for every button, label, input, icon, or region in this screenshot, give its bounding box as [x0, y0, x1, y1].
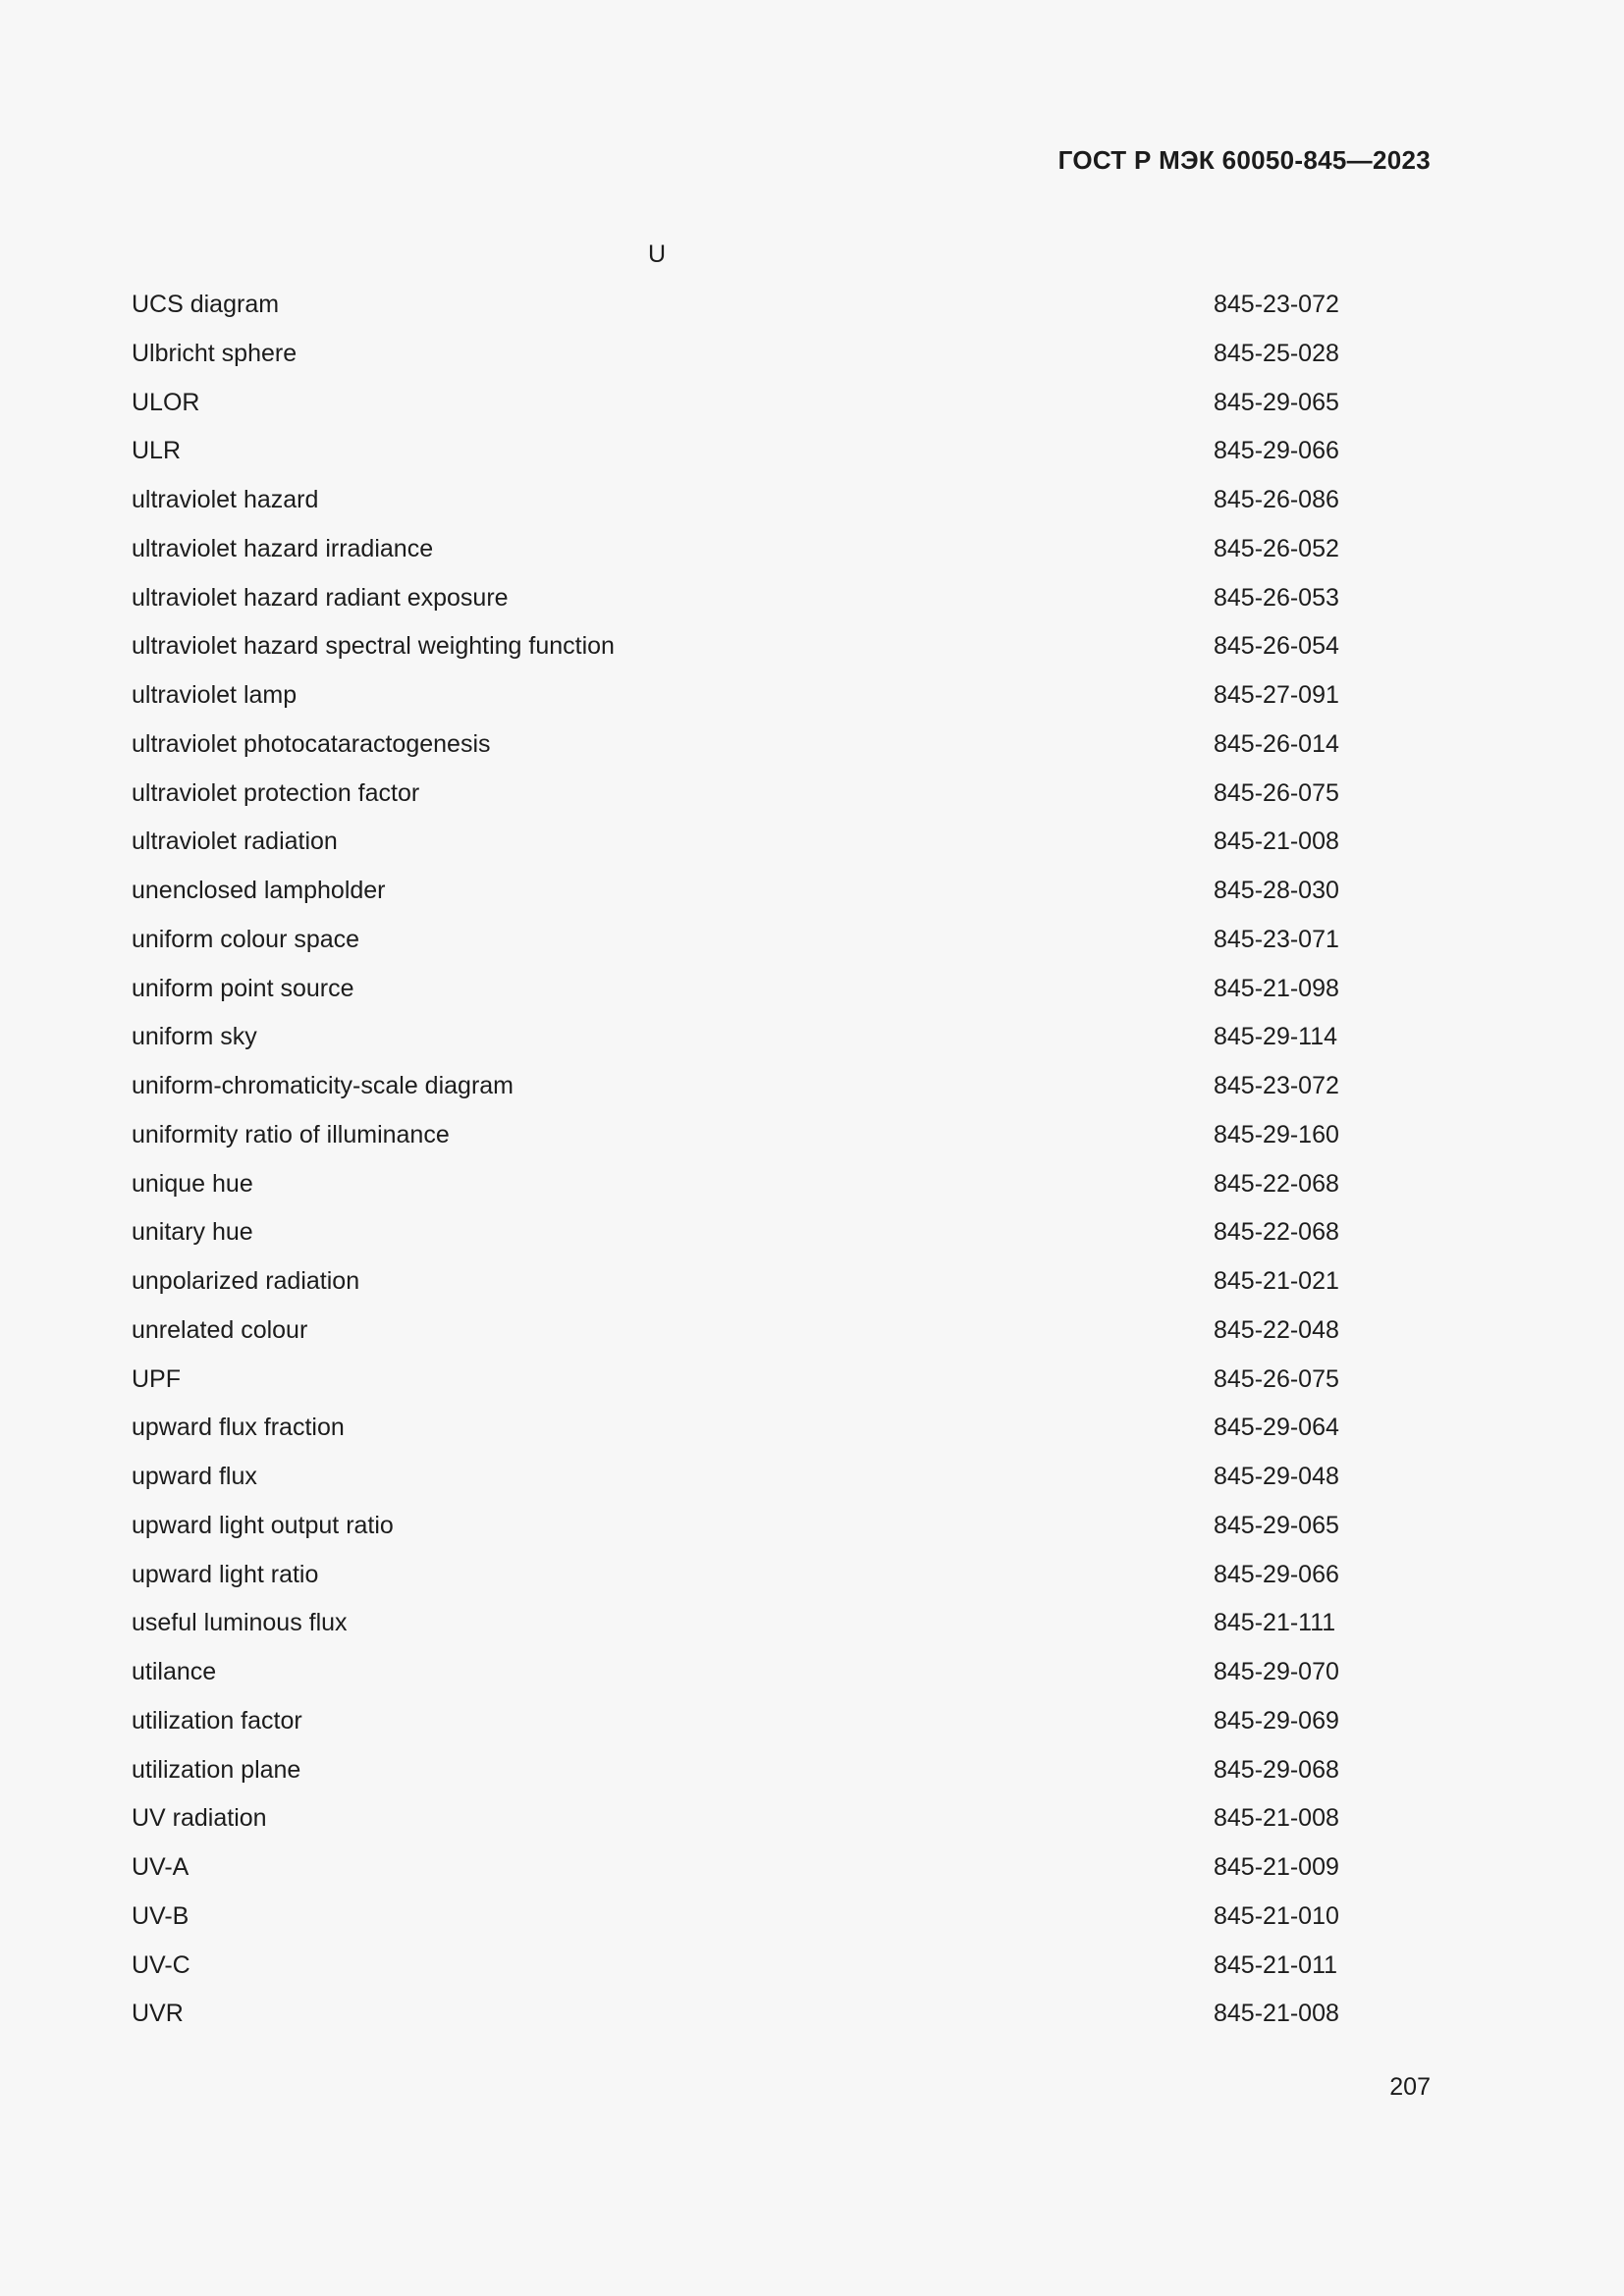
index-entry	[132, 965, 1398, 1014]
index-entry	[132, 379, 1398, 428]
index-term: uniformity ratio of illuminance	[132, 1120, 450, 1148]
index-term-code: 845-23-072	[1214, 291, 1339, 318]
index-entry	[132, 1208, 1398, 1257]
index-term: unique hue	[132, 1169, 253, 1198]
index-term-code: 845-22-068	[1214, 1218, 1339, 1247]
index-term-code: 845-21-008	[1214, 828, 1339, 856]
index-term: UPF	[132, 1364, 181, 1393]
index-entry	[132, 1843, 1398, 1893]
index-term-code: 845-26-014	[1214, 729, 1339, 758]
index-entry	[132, 721, 1398, 770]
index-term: ultraviolet photocataractogenesis	[132, 729, 491, 758]
index-term: UV-A	[132, 1853, 189, 1881]
index-term: upward light output ratio	[132, 1511, 394, 1539]
index-entry	[132, 1404, 1398, 1453]
index-entry	[132, 1062, 1398, 1111]
index-term: UV-C	[132, 1950, 190, 1979]
index-term: ultraviolet hazard radiant exposure	[132, 583, 509, 612]
index-term: upward flux	[132, 1463, 257, 1490]
index-entry	[132, 1111, 1398, 1160]
index-term-code: 845-29-068	[1214, 1755, 1339, 1784]
index-entry	[132, 818, 1398, 867]
index-entry	[132, 281, 1398, 330]
index-term: UVR	[132, 2000, 184, 2028]
index-term-code: 845-25-028	[1214, 339, 1339, 367]
index-term: uniform colour space	[132, 925, 360, 953]
index-term-code: 845-29-069	[1214, 1706, 1339, 1735]
index-term-code: 845-29-065	[1214, 1511, 1339, 1539]
index-term: ultraviolet radiation	[132, 828, 338, 856]
index-entry	[132, 574, 1398, 623]
index-term-code: 845-26-054	[1214, 632, 1339, 661]
index-term: ultraviolet lamp	[132, 681, 298, 709]
index-term: ultraviolet protection factor	[132, 778, 420, 807]
index-term: ULR	[132, 437, 182, 465]
index-term: uniform-chromaticity-scale diagram	[132, 1072, 514, 1099]
index-entry	[132, 1502, 1398, 1551]
index-entry	[132, 1160, 1398, 1209]
index-entry	[132, 525, 1398, 574]
index-entry	[132, 476, 1398, 525]
index-term: UV radiation	[132, 1804, 267, 1833]
index-term: unpolarized radiation	[132, 1267, 360, 1295]
index-entry	[132, 1990, 1398, 2039]
section-letter-heading: U	[648, 240, 667, 268]
index-entry	[132, 916, 1398, 965]
index-term: ultraviolet hazard spectral weighting function	[132, 632, 615, 661]
index-term: utilization plane	[132, 1755, 301, 1784]
page-number: 207	[1389, 2073, 1431, 2101]
index-entry	[132, 622, 1398, 671]
index-term: unrelated colour	[132, 1315, 308, 1344]
index-term-code: 845-26-086	[1214, 486, 1339, 513]
index-term: ultraviolet hazard	[132, 486, 319, 513]
index-entry	[132, 330, 1398, 379]
index-term-code: 845-23-072	[1214, 1072, 1339, 1099]
index-term: upward flux fraction	[132, 1414, 345, 1442]
index-entry	[132, 1257, 1398, 1307]
index-term: ULOR	[132, 388, 200, 416]
index-entry	[132, 1746, 1398, 1795]
index-term: unitary hue	[132, 1218, 253, 1247]
index-term-code: 845-21-009	[1214, 1853, 1339, 1881]
index-entry	[132, 1356, 1398, 1405]
page-header-standard-id: ГОСТ Р МЭК 60050-845—2023	[1057, 145, 1431, 175]
index-term-code: 845-26-075	[1214, 778, 1339, 807]
index-entry	[132, 770, 1398, 819]
index-term-code: 845-21-098	[1214, 974, 1339, 1002]
index-term-code: 845-29-048	[1214, 1463, 1339, 1490]
index-entry	[132, 1307, 1398, 1356]
index-term: useful luminous flux	[132, 1609, 348, 1637]
index-entry	[132, 427, 1398, 476]
index-term: unenclosed lampholder	[132, 877, 386, 904]
index-entry	[132, 1599, 1398, 1648]
index-term: UV-B	[132, 1901, 189, 1930]
index-term-code: 845-29-065	[1214, 388, 1339, 416]
index-term-code: 845-21-111	[1214, 1609, 1336, 1637]
index-term-code: 845-27-091	[1214, 681, 1339, 709]
index-entry	[132, 1893, 1398, 1942]
index-entry	[132, 1453, 1398, 1502]
index-term-code: 845-29-066	[1214, 1560, 1339, 1588]
index-term-code: 845-21-010	[1214, 1901, 1339, 1930]
index-entry	[132, 1551, 1398, 1600]
index-term: Ulbricht sphere	[132, 339, 298, 367]
index-entry	[132, 1697, 1398, 1746]
index-term: upward light ratio	[132, 1560, 319, 1588]
index-term: uniform sky	[132, 1023, 257, 1051]
index-term-code: 845-29-114	[1214, 1023, 1338, 1051]
index-term-code: 845-29-066	[1214, 437, 1339, 465]
index-term: uniform point source	[132, 974, 354, 1002]
index-term-code: 845-26-052	[1214, 534, 1339, 562]
index-term-code: 845-29-070	[1214, 1658, 1339, 1685]
index-term: UCS diagram	[132, 291, 280, 318]
index-entry	[132, 1013, 1398, 1062]
index-entry	[132, 671, 1398, 721]
index-term-code: 845-21-008	[1214, 1804, 1339, 1833]
index-term-code: 845-23-071	[1214, 925, 1339, 953]
index-entry	[132, 1942, 1398, 1991]
index-term-code: 845-26-075	[1214, 1364, 1339, 1393]
index-term-code: 845-29-064	[1214, 1414, 1339, 1442]
index-term-code: 845-22-048	[1214, 1315, 1339, 1344]
index-term-code: 845-26-053	[1214, 583, 1339, 612]
index-term-code: 845-29-160	[1214, 1120, 1339, 1148]
index-term-code: 845-28-030	[1214, 877, 1339, 904]
index-list	[132, 281, 1398, 2039]
index-term: utilance	[132, 1658, 217, 1685]
index-entry	[132, 867, 1398, 916]
index-entry	[132, 1794, 1398, 1843]
index-term-code: 845-21-008	[1214, 2000, 1339, 2028]
index-term: ultraviolet hazard irradiance	[132, 534, 434, 562]
index-term: utilization factor	[132, 1706, 302, 1735]
index-term-code: 845-21-011	[1214, 1950, 1338, 1979]
index-entry	[132, 1648, 1398, 1697]
index-term-code: 845-22-068	[1214, 1169, 1339, 1198]
index-term-code: 845-21-021	[1214, 1267, 1339, 1295]
